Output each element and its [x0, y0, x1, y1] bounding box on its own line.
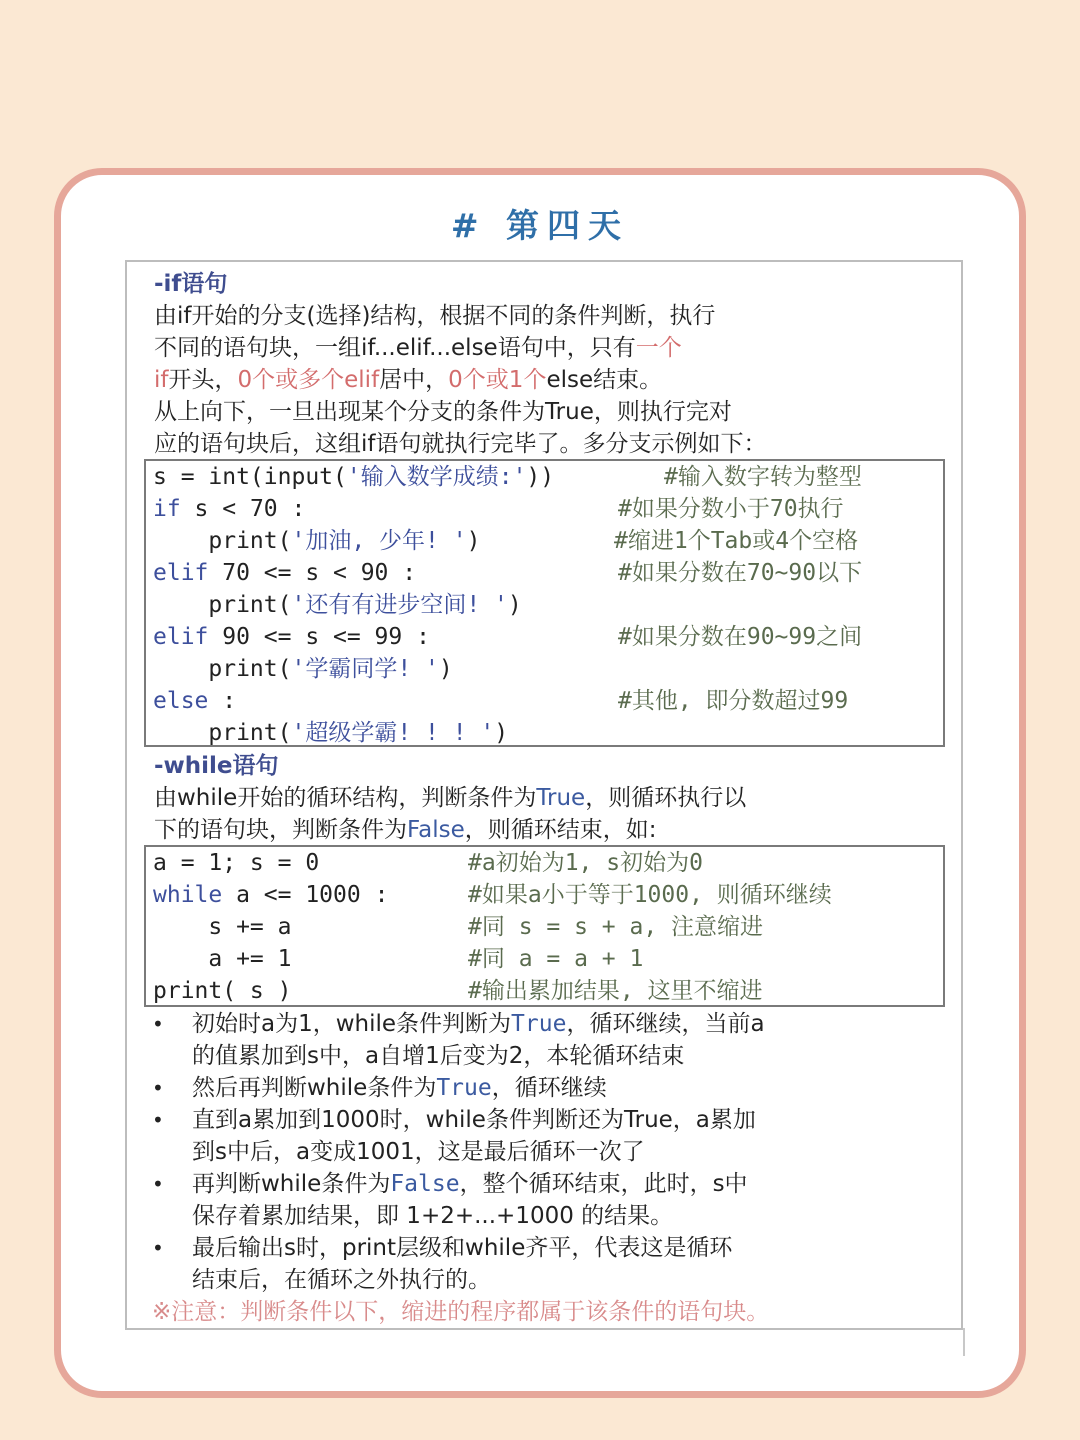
code-comment: #如果a小于等于1000, 则循环继续 [468, 882, 832, 908]
bullet-line: 直到a累加到1000时，while条件判断还为True，a累加 [192, 1107, 756, 1133]
if-section-heading: -if语句 [154, 271, 228, 297]
bullet-line: 到s中后，a变成1001，这是最后循环一次了 [192, 1139, 645, 1165]
if-para-line: 不同的语句块，一组if...elif...else语句中，只有一个 [154, 335, 682, 361]
page-title: # 第四天 [450, 206, 630, 245]
bullet-dot: • [152, 1236, 164, 1260]
code-line: elif 90 <= s <= 99 : [153, 624, 430, 650]
code-line: a = 1; s = 0 [153, 850, 320, 876]
code-line: print( s ) [153, 978, 292, 1004]
code-comment: #其他, 即分数超过99 [618, 688, 849, 714]
bullet-line: 最后输出s时，print层级和while齐平，代表这是循环 [192, 1235, 733, 1261]
frame-edge [963, 1328, 965, 1356]
while-section-heading: -while语句 [154, 753, 279, 779]
code-line: print('学霸同学! ') [153, 656, 453, 682]
bullet-line: 再判断while条件为False，整个循环结束，此时，s中 [192, 1171, 748, 1197]
bullet-line: 初始时a为1，while条件判断为True，循环继续，当前a [192, 1011, 765, 1037]
code-comment: #输出累加结果, 这里不缩进 [468, 978, 763, 1004]
code-comment: #a初始为1, s初始为0 [468, 850, 703, 876]
code-line: a += 1 [153, 946, 292, 972]
bullet-dot: • [152, 1108, 164, 1132]
code-line: elif 70 <= s < 90 : [153, 560, 417, 586]
code-line: print('超级学霸! ! ! ') [153, 720, 509, 746]
code-line: while a <= 1000 : [153, 882, 389, 908]
code-comment: #同 a = a + 1 [468, 946, 644, 972]
code-comment: #如果分数在90~99之间 [618, 624, 863, 650]
while-para-line: 下的语句块，判断条件为False，则循环结束，如: [154, 817, 657, 843]
code-line: s = int(input('输入数学成绩:')) [153, 464, 555, 490]
note-text: ※注意：判断条件以下，缩进的程序都属于该条件的语句块。 [152, 1299, 770, 1325]
code-comment: #缩进1个Tab或4个空格 [614, 528, 859, 554]
code-line: else : [153, 688, 237, 714]
code-line: s += a [153, 914, 292, 940]
code-comment: #输入数字转为整型 [664, 464, 862, 490]
bullet-dot: • [152, 1172, 164, 1196]
while-para-line: 由while开始的循环结构，判断条件为True，则循环执行以 [154, 785, 747, 811]
code-line: if s < 70 : [153, 496, 306, 522]
code-comment: #如果分数小于70执行 [618, 496, 844, 522]
code-line: print('还有有进步空间! ') [153, 592, 522, 618]
bullet-line: 保存着累加结果，即 1+2+...+1000 的结果。 [192, 1203, 674, 1229]
if-para-line: 从上向下，一旦出现某个分支的条件为True，则执行完对 [154, 399, 732, 425]
bullet-line: 然后再判断while条件为True，循环继续 [192, 1075, 607, 1101]
code-comment: #同 s = s + a, 注意缩进 [468, 914, 764, 940]
code-comment: #如果分数在70~90以下 [618, 560, 863, 586]
bullet-line: 结束后，在循环之外执行的。 [192, 1267, 491, 1293]
bullet-line: 的值累加到s中，a自增1后变为2，本轮循环结束 [192, 1043, 685, 1069]
if-para-line: 由if开始的分支(选择)结构，根据不同的条件判断，执行 [154, 303, 716, 329]
if-para-line: if开头，0个或多个elif居中，0个或1个else结束。 [154, 367, 663, 393]
code-line: print('加油, 少年! ') [153, 528, 481, 554]
bullet-dot: • [152, 1076, 164, 1100]
if-para-line: 应的语句块后，这组if语句就执行完毕了。多分支示例如下： [154, 431, 767, 457]
bullet-dot: • [152, 1012, 164, 1036]
